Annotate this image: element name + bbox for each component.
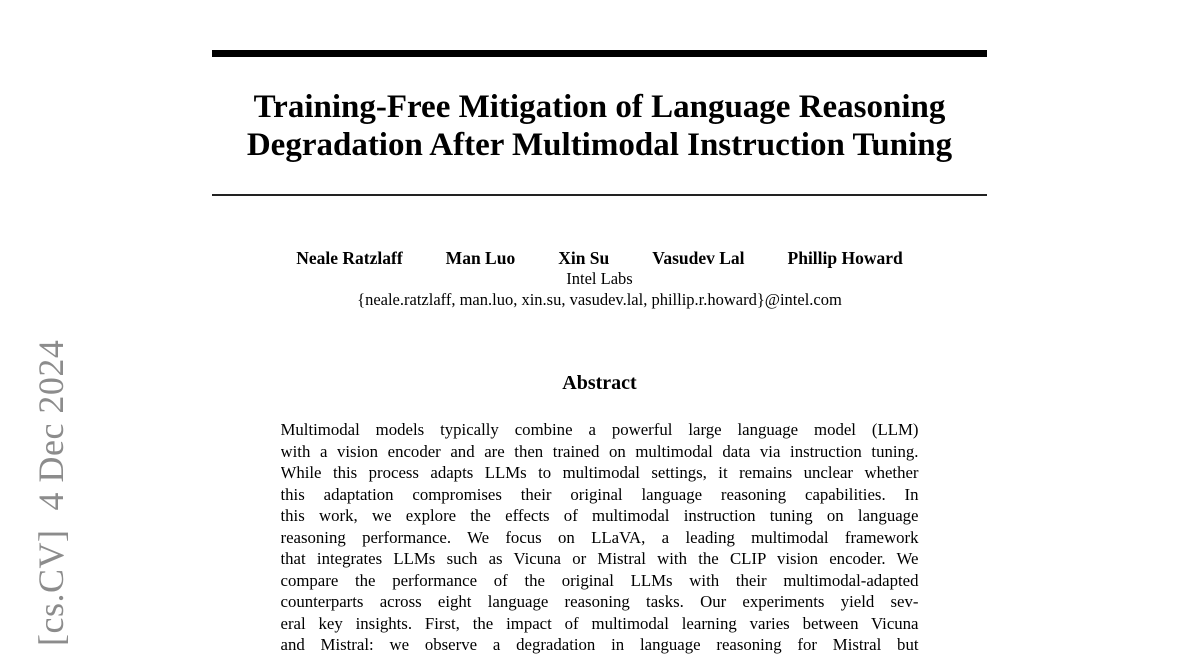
author-emails: {neale.ratzlaff, man.luo, xin.su, vasudev.lal, phillip.r.howard}@intel.com (357, 290, 842, 309)
paper-page (212, 0, 987, 656)
abstract-line: eral key insights. First, the impact of multimodal learning varies between Vicuna (280, 613, 919, 633)
arxiv-category-date-watermark: [cs.CV] 4 Dec 2024 (31, 339, 71, 646)
abstract-line: While this process adapts LLMs to multimodal settings, it remains unclear whether (280, 463, 919, 482)
abstract-body (281, 419, 919, 656)
author-name: Xin Su (558, 248, 610, 268)
author-name: Vasudev Lal (652, 248, 745, 268)
paper-title (212, 88, 987, 164)
title-rule-bottom (212, 194, 987, 196)
abstract-line: that integrates LLMs such as Vicuna or Mistral with the CLIP vision encoder. We (280, 549, 919, 568)
title-rule-top (212, 50, 987, 57)
paper-title-line2: Degradation After Multimodal Instruction Tuning (246, 127, 953, 163)
affiliation: Intel Labs (566, 269, 633, 288)
author-name: Man Luo (445, 248, 516, 268)
abstract-line: Multimodal models typically combine a powerful large language model (LLM) (280, 420, 919, 439)
abstract-line: and Mistral: we observe a degradation in language reasoning for Mistral but (280, 635, 919, 654)
abstract-line: with a vision encoder and are then trained on multimodal data via instruction tuning. (280, 441, 919, 461)
paper-title-line1: Training-Free Mitigation of Language Reasoning (253, 89, 946, 125)
abstract-line: reasoning performance. We focus on LLaVA, a leading multimodal framework (280, 527, 919, 547)
authors-row (212, 248, 987, 268)
abstract-line: counterparts across eight language reasoning tasks. Our experiments yield sev- (280, 592, 919, 611)
abstract-line: compare the performance of the original LLMs with their multimodal-adapted (280, 570, 919, 590)
abstract-line: this adaptation compromises their original language reasoning capabilities. In (280, 484, 919, 504)
abstract-heading: Abstract (562, 372, 637, 394)
author-name: Phillip Howard (787, 248, 903, 268)
author-name: Neale Ratzlaff (296, 248, 403, 268)
abstract-line: this work, we explore the effects of multimodal instruction tuning on language (280, 506, 919, 525)
